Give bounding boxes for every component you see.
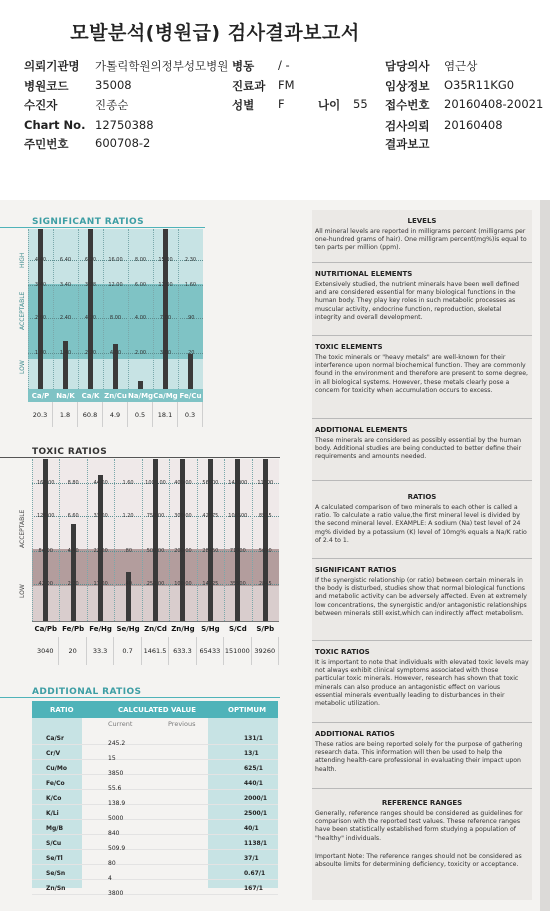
- grid-column-line: [59, 459, 60, 621]
- tick-label: 1000.00: [145, 480, 166, 486]
- tick-label: 1.40: [59, 350, 72, 356]
- toxic-elements-text: The toxic minerals or "heavy metals" are well-known for their interference upon normal biochemical function. They are commonly found in the environment and therefore are present to some degree, in all biological systems. However, these metals clearly pose a concern for toxicity when accumulation occurs to excess.: [315, 354, 529, 394]
- toxic-ratios-rule: [0, 457, 280, 458]
- divider: [312, 640, 532, 641]
- receipt-value: 20160408-20021: [444, 97, 544, 111]
- tick-label: 56900: [202, 480, 219, 486]
- value-label: 0.5: [128, 402, 153, 427]
- value-label: 60.8: [78, 402, 103, 427]
- table-row-divider: [32, 804, 278, 805]
- optimum-cell: 131/1: [244, 735, 263, 742]
- tick-label: 14225: [202, 581, 219, 587]
- grid-column-line: [32, 459, 33, 621]
- nutritional-text: Extensively studied, the nutrient minerals have been well defined and are considered essential for many biological functions in the human body. They play key roles in such metabolic processes as muscular activity, endocrine function, reproduction, skeletal integrity and overall development.: [315, 281, 520, 321]
- tick-label: 400.00: [174, 480, 192, 486]
- page-gutter: [540, 200, 550, 911]
- zone-label-acceptable: ACCEPTABLE: [19, 509, 26, 548]
- optimum-cell: 1138/1: [244, 840, 268, 847]
- tick-label: 2.40: [59, 315, 72, 321]
- value-label: 20: [59, 637, 86, 665]
- value-label: 18.1: [153, 402, 178, 427]
- collector-value: 진종순: [95, 98, 129, 112]
- divider: [312, 335, 532, 336]
- value-label: 0.3: [178, 402, 203, 427]
- optimum-column-header: OPTIMUM: [228, 705, 267, 714]
- toxic-ratios-heading: TOXIC RATIOS: [315, 648, 370, 656]
- ssn-label: 주민번호: [24, 137, 69, 151]
- requester-value: 가톨릭학원의정부성모병원: [95, 59, 229, 73]
- tick-label: 142000: [228, 480, 248, 486]
- divider: [312, 722, 532, 723]
- bar-na-k: [63, 341, 68, 389]
- dept-value: FM: [278, 78, 295, 92]
- clinical-value: O35R11KG0: [444, 78, 515, 92]
- value-label: 4.9: [103, 402, 128, 427]
- toxic-ratios-text: It is important to note that individuals with elevated toxic levels may not always exhibit clinical symptoms associated with those particular toxic minerals. However, research has shown that toxic minerals can also produce an antagonistic effect on various essential minerals eventually leading to disturbances in their metabolic utilization.: [315, 659, 529, 708]
- optimum-cell: 37/1: [244, 855, 259, 862]
- additional-ratios-heading: ADDITIONAL RATIOS: [315, 730, 395, 738]
- value-label: 633.3: [169, 637, 196, 665]
- ssn-value: 600708-2: [95, 136, 151, 150]
- table-row-divider: [32, 864, 278, 865]
- tick-label: 6.40: [59, 257, 72, 263]
- tick-label: 4.20: [84, 315, 97, 321]
- receipt-label: 접수번호: [385, 98, 430, 112]
- grid-column-line: [197, 459, 198, 621]
- significant-ratios-chart: [28, 229, 203, 389]
- ratio-cell: Cu/Mo: [46, 765, 67, 772]
- tick-label: 8.00: [134, 257, 147, 263]
- ratios-heading: RATIOS: [407, 493, 437, 501]
- divider: [312, 480, 532, 481]
- current-value-cell: 509.9: [108, 845, 126, 852]
- current-value-cell: 5000: [108, 815, 124, 822]
- tick-label: .90: [186, 315, 195, 321]
- grid-column-line: [103, 229, 104, 389]
- tick-label: 4.00: [109, 350, 122, 356]
- optimum-cell: 13/1: [244, 750, 259, 757]
- tick-label: 22.00: [93, 548, 108, 554]
- tick-label: 33.00: [93, 513, 108, 519]
- tick-label: 42675: [202, 513, 219, 519]
- ratios-text: A calculated comparison of two minerals to each other is called a ratio. To calculate a ratio value,the first mineral level is divided by the second mineral level. EXAMPLE: A sodium (Na) test level of 24 mg% divided by a potassium (K) level of 10mg% equals a Na/K ratio of 2.4 to 1.: [315, 504, 527, 544]
- calculated-value-column-header: CALCULATED VALUE: [118, 705, 197, 714]
- tick-label: 84.00: [38, 548, 53, 554]
- collector-label: 수진자: [24, 98, 58, 112]
- tick-label: 106500: [228, 513, 248, 519]
- toxic-ratios-values: [32, 637, 279, 665]
- important-note-text: Important Note: The reference ranges should not be considered as absoulte limits for determining deficiency, toxicity or acceptance.: [315, 853, 522, 869]
- ratio-cell: K/Co: [46, 795, 62, 802]
- ward-value: / -: [278, 58, 290, 72]
- grid-column-line: [153, 229, 154, 389]
- significant-ratios-values: [28, 402, 203, 427]
- zone-label-high: HIGH: [19, 252, 26, 268]
- additional-ratios-title: ADDITIONAL RATIOS: [32, 687, 142, 697]
- tick-label: 42.00: [38, 581, 53, 587]
- doctor-label: 담당의사: [385, 59, 430, 73]
- value-label: 0.7: [114, 637, 141, 665]
- category-label: Fe/Pb: [62, 624, 85, 633]
- bar-ca-k: [88, 229, 93, 389]
- value-label: 1.8: [53, 402, 78, 427]
- levels-heading: LEVELS: [407, 217, 437, 225]
- tick-label: 2.60: [34, 315, 47, 321]
- tick-label: 11.00: [93, 581, 108, 587]
- value-label: 3040: [32, 637, 59, 665]
- grid-column-line: [178, 229, 179, 389]
- grid-column-line: [87, 459, 88, 621]
- result-label: 결과보고: [385, 137, 430, 151]
- optimum-cell: 0.67/1: [244, 870, 266, 877]
- ratio-cell: S/Cu: [46, 840, 62, 847]
- tick-label: 11300: [257, 480, 274, 486]
- tick-label: 8535: [258, 513, 272, 519]
- tick-label: 1.60: [184, 282, 197, 288]
- category-label: S/Hg: [201, 624, 220, 633]
- tick-label: 7.00: [159, 315, 172, 321]
- current-value-cell: 3850: [108, 770, 124, 777]
- tick-label: 168.00: [36, 480, 55, 486]
- grid-column-line: [169, 459, 170, 621]
- table-row-divider: [32, 774, 278, 775]
- bar-fe-pb: [71, 524, 76, 621]
- divider: [312, 788, 532, 789]
- tick-label: 6.60: [67, 513, 79, 519]
- dept-label: 진료과: [232, 79, 266, 93]
- current-value-cell: 245.2: [108, 740, 126, 747]
- bar-na-mg: [138, 381, 143, 389]
- value-label: 20.3: [28, 402, 53, 427]
- request-value: 20160408: [444, 118, 503, 132]
- significant-ratios-title: SIGNIFICANT RATIOS: [32, 217, 144, 227]
- value-label: 151000: [224, 637, 251, 665]
- optimum-cell: 167/1: [244, 885, 263, 892]
- previous-subheader: Previous: [168, 720, 196, 728]
- tick-label: 11.00: [158, 282, 173, 288]
- grid-column-line: [28, 229, 29, 389]
- tick-label: 1.20: [122, 513, 134, 519]
- category-label: S/Cd: [228, 624, 247, 633]
- category-label: Zn/Cu: [104, 391, 127, 400]
- toxic-ratios-title: TOXIC RATIOS: [32, 447, 108, 457]
- category-label: Ca/Pb: [34, 624, 57, 633]
- tick-label: .80: [124, 548, 133, 554]
- optimum-cell: 40/1: [244, 825, 259, 832]
- table-row-divider: [32, 744, 278, 745]
- additional-elements-text: These minerals are considered as possibly essential by the human body. Additional studies are being conducted to better define their requirements and amounts needed.: [315, 437, 522, 461]
- request-label: 검사의뢰: [385, 119, 430, 133]
- tick-label: 2.20: [84, 350, 97, 356]
- table-row-divider: [32, 849, 278, 850]
- optimum-cell: 440/1: [244, 780, 263, 787]
- nutritional-heading: NUTRITIONAL ELEMENTS: [315, 270, 413, 278]
- category-label: Zn/Hg: [171, 624, 195, 633]
- current-value-cell: 138.9: [108, 800, 126, 807]
- tick-label: 2845: [258, 581, 272, 587]
- tick-label: 1.60: [34, 350, 47, 356]
- grid-column-line: [53, 229, 54, 389]
- requester-label: 의뢰기관명: [24, 59, 80, 73]
- hospital-code-label: 병원코드: [24, 79, 69, 93]
- significant-ratios-text: If the synergistic relationship (or ratio) between certain minerals in the body is disturbed, studies show that normal biological functions and metabolic activity can be adversely affected. Even at extremely low concentrations, the synergistic and/or antagonistic relationships between minerals still exist,which can indirectly affect metabolism.: [315, 577, 527, 617]
- tick-label: 15.00: [158, 257, 173, 263]
- ratio-cell: Mg/B: [46, 825, 64, 832]
- divider: [312, 262, 532, 263]
- significant-ratios-heading: SIGNIFICANT RATIOS: [315, 566, 397, 574]
- current-value-cell: 4: [108, 875, 112, 882]
- tick-label: 2.00: [134, 350, 147, 356]
- significant-ratios-categories: [28, 389, 203, 402]
- optimum-cell: 625/1: [244, 765, 263, 772]
- divider: [312, 418, 532, 419]
- ratio-cell: Fe/Co: [46, 780, 65, 787]
- tick-label: 8.80: [67, 480, 79, 486]
- current-value-cell: 55.6: [108, 785, 122, 792]
- ratio-cell: Zn/Sn: [46, 885, 66, 892]
- current-value-cell: 3800: [108, 890, 124, 897]
- table-row-divider: [32, 819, 278, 820]
- ward-label: 병동: [232, 59, 255, 73]
- ratio-cell: K/Li: [46, 810, 59, 817]
- tick-label: 71000: [229, 548, 246, 554]
- additional-elements-heading: ADDITIONAL ELEMENTS: [315, 426, 408, 434]
- category-label: Fe/Hg: [89, 624, 112, 633]
- tick-label: 500.00: [146, 548, 165, 554]
- tick-label: 4.40: [34, 257, 47, 263]
- current-value-cell: 840: [108, 830, 120, 837]
- toxic-elements-heading: TOXIC ELEMENTS: [315, 343, 383, 351]
- tick-label: 44.00: [93, 480, 108, 486]
- category-label: Ca/P: [31, 391, 50, 400]
- tick-label: 126.00: [36, 513, 55, 519]
- clinical-label: 임상정보: [385, 79, 430, 93]
- value-label: 65433: [197, 637, 224, 665]
- tick-label: 28450: [202, 548, 219, 554]
- tick-label: 1.60: [122, 480, 134, 486]
- tick-label: 2.20: [67, 581, 79, 587]
- tick-label: 300.00: [174, 513, 192, 519]
- age-label: 나이: [318, 98, 341, 112]
- table-row-divider: [32, 789, 278, 790]
- explanation-column: [312, 210, 532, 900]
- bar-ca-mg: [163, 229, 168, 389]
- tick-label: 8.00: [109, 315, 122, 321]
- tick-label: 3.00: [159, 350, 172, 356]
- category-label: Na/K: [56, 391, 75, 400]
- reference-ranges-text: Generally, reference ranges should be considered as guidelines for comparison with the reported test values. These reference ranges have been statistically established form studying a population of "healthy" individuals.: [315, 810, 523, 842]
- table-row-divider: [32, 879, 278, 880]
- value-label: 1461.5: [142, 637, 169, 665]
- table-row-divider: [32, 759, 278, 760]
- toxic-ratios-categories: [32, 621, 279, 635]
- chart-no-label: Chart No.: [24, 118, 86, 132]
- bar-ca-p: [38, 229, 43, 389]
- report-title: 모발분석(병원급) 검사결과보고서: [70, 22, 360, 44]
- current-value-cell: 15: [108, 755, 116, 762]
- tick-label: 200.00: [174, 548, 192, 554]
- tick-label: 3.40: [34, 282, 47, 288]
- tick-label: 5690: [258, 548, 272, 554]
- tick-label: .20: [186, 350, 195, 356]
- grid-column-line: [114, 459, 115, 621]
- tick-label: .40: [124, 581, 133, 587]
- tick-label: 4.40: [67, 548, 79, 554]
- sex-value: F: [278, 97, 285, 111]
- tick-label: 6.20: [84, 257, 97, 263]
- current-subheader: Current: [108, 720, 133, 728]
- divider: [312, 558, 532, 559]
- tick-label: 3.28: [84, 282, 97, 288]
- bar-fe-cu: [188, 354, 193, 389]
- age-value: 55: [353, 97, 368, 111]
- zone-label-acceptable: ACCEPTABLE: [19, 291, 26, 330]
- optimum-cell: 2000/1: [244, 795, 268, 802]
- significant-ratios-rule: [0, 227, 205, 228]
- tick-label: 100.00: [174, 581, 192, 587]
- tick-label: 35500: [229, 581, 246, 587]
- table-row-divider: [32, 894, 278, 895]
- tick-label: 12.00: [108, 282, 123, 288]
- grid-column-line: [252, 459, 253, 621]
- grid-column-line: [224, 459, 225, 621]
- tick-label: 3.40: [59, 282, 72, 288]
- category-label: Fe/Cu: [179, 391, 202, 400]
- tick-label: 4.00: [134, 315, 147, 321]
- grid-column-line: [78, 229, 79, 389]
- ratio-cell: Se/Sn: [46, 870, 66, 877]
- doctor-value: 염근상: [444, 59, 478, 73]
- zone-label-low: LOW: [19, 360, 26, 374]
- current-value-cell: 80: [108, 860, 116, 867]
- additional-ratios-text: These ratios are being reported solely for the purpose of gathering research data. This information will then be used to help the attending health-care professional in evaluating their impact upon health.: [315, 741, 523, 773]
- bar-se-hg: [126, 572, 131, 621]
- toxic-ratios-chart: [32, 459, 279, 621]
- table-row-divider: [32, 834, 278, 835]
- category-label: Ca/K: [81, 391, 100, 400]
- category-label: Zn/Cd: [144, 624, 167, 633]
- category-label: Ca/Mg: [153, 391, 178, 400]
- grid-column-line: [128, 229, 129, 389]
- optimum-cell: 2500/1: [244, 810, 268, 817]
- additional-ratios-rule: [0, 697, 280, 698]
- tick-label: 16.00: [108, 257, 123, 263]
- zone-label-low: LOW: [19, 584, 26, 598]
- value-label: 39260: [252, 637, 279, 665]
- ratio-cell: Cr/V: [46, 750, 61, 757]
- category-label: Se/Hg: [116, 624, 140, 633]
- tick-label: 6.00: [134, 282, 147, 288]
- ratio-cell: Se/Tl: [46, 855, 63, 862]
- reference-ranges-heading: REFERENCE RANGES: [381, 799, 463, 807]
- levels-text: All mineral levels are reported in milligrams percent (milligrams per one-hundred grams of hair). One milligram percent(mg%)is equal to ten parts per million (ppm).: [315, 228, 527, 252]
- tick-label: 2.30: [184, 257, 197, 263]
- tick-label: 750.00: [146, 513, 165, 519]
- ratio-column-header: RATIO: [50, 705, 74, 714]
- value-label: 33.3: [87, 637, 114, 665]
- category-label: S/Pb: [256, 624, 275, 633]
- category-label: Na/Mg: [127, 391, 154, 400]
- chart-no-value: 12750388: [95, 118, 154, 132]
- hospital-code-value: 35008: [95, 78, 132, 92]
- sex-label: 성별: [232, 98, 255, 112]
- additional-ratios-header: [32, 701, 278, 718]
- tick-label: 250.00: [146, 581, 165, 587]
- ratio-cell: Ca/Sr: [46, 735, 64, 742]
- grid-column-line: [142, 459, 143, 621]
